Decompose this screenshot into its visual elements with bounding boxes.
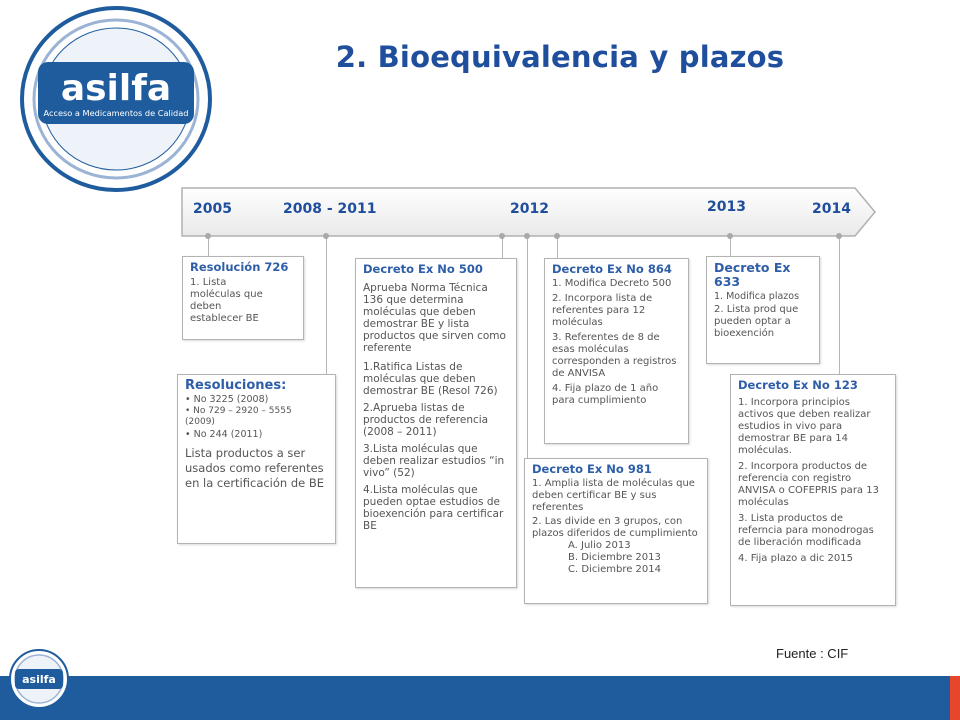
asilfa-logo-small xyxy=(8,648,70,710)
box-heading: Resoluciones: xyxy=(185,378,287,393)
box-item: • No 729 – 2920 – 5555 (2009) xyxy=(185,406,292,427)
box-item: 1. Modifica Decreto 500 xyxy=(552,278,672,289)
year-2014: 2014 xyxy=(812,201,851,217)
connector xyxy=(839,236,840,374)
timeline-dot xyxy=(205,233,211,239)
box-item: 2.Aprueba listas de productos de referencia (2008 – 2011) xyxy=(363,402,489,438)
source-note: Fuente : CIF xyxy=(776,646,849,661)
logo-wordmark: asilfa xyxy=(60,68,172,109)
timeline-dot xyxy=(554,233,560,239)
footer-accent xyxy=(950,676,960,720)
connector xyxy=(326,236,327,376)
connector xyxy=(557,236,558,258)
timeline-dot xyxy=(524,233,530,239)
box-item: 4. Fija plazo a dic 2015 xyxy=(738,553,853,564)
box-subitem: B. Diciembre 2013 xyxy=(568,552,661,563)
box-subitem: C. Diciembre 2014 xyxy=(568,564,662,575)
box-item: 4. Fija plazo de 1 año para cumplimiento xyxy=(552,383,659,406)
box-item: 2. Las divide en 3 grupos, con plazos diferidos de cumplimiento xyxy=(532,516,698,539)
connector xyxy=(502,236,503,258)
box-footer: Lista productos a ser usados como referentes en la certificación de BE xyxy=(185,446,325,490)
box-resoluciones xyxy=(177,374,336,544)
connector xyxy=(208,236,209,256)
box-decreto-123 xyxy=(730,374,896,606)
timeline-dot xyxy=(323,233,329,239)
timeline-dot xyxy=(836,233,842,239)
box-decreto-500 xyxy=(355,258,517,588)
box-intro: Aprueba Norma Técnica 136 que determina moléculas que deben demostrar BE y lista productos que sirven como referente xyxy=(363,282,506,354)
timeline-dot xyxy=(499,233,505,239)
box-item: 1. Incorpora principios activos que deben realizar estudios in vivo para demostrar BE para 14 moléculas. xyxy=(738,397,871,456)
box-item: 4.Lista moléculas que pueden optae estudios de bioexención para certificar BE xyxy=(363,484,504,532)
box-item: 3. Referentes de 8 de esas moléculas corresponden a registros de ANVISA xyxy=(552,332,677,379)
box-heading: Decreto Ex No 864 xyxy=(552,262,672,276)
box-item: 2. Incorpora productos de referencia con registro ANVISA o COFEPRIS para 13 moléculas xyxy=(738,461,879,508)
box-item: • No 3225 (2008) xyxy=(185,394,269,405)
connector xyxy=(527,236,528,458)
footer-band xyxy=(0,676,960,720)
connector xyxy=(730,236,731,256)
box-item: 1.Ratifica Listas de moléculas que deben demostrar BE (Resol 726) xyxy=(363,361,498,397)
box-resolucion-726 xyxy=(182,256,304,340)
box-item: 2. Incorpora lista de referentes para 12 moléculas xyxy=(552,293,653,328)
box-heading: Decreto Ex 633 xyxy=(714,260,791,289)
year-2008-2011: 2008 - 2011 xyxy=(283,201,377,217)
box-subitem: A. Julio 2013 xyxy=(568,540,631,551)
logo-tagline: Acceso a Medicamentos de Calidad xyxy=(43,108,189,118)
box-decreto-981 xyxy=(524,458,708,604)
box-heading: Decreto Ex No 123 xyxy=(738,378,858,392)
timeline-dot xyxy=(727,233,733,239)
box-item: 2. Lista prod que pueden optar a bioexención xyxy=(714,304,799,339)
box-decreto-633 xyxy=(706,256,820,364)
box-item: 3. Lista productos de referncia para monodrogas de liberación modificada xyxy=(738,513,874,548)
box-item: 1. Amplia lista de moléculas que deben certificar BE y sus referentes xyxy=(532,478,695,513)
box-item: 1. Lista moléculas que deben establecer BE xyxy=(190,277,263,324)
box-decreto-864 xyxy=(544,258,689,444)
box-item: 1. Modifica plazos xyxy=(714,291,800,302)
asilfa-logo xyxy=(18,4,214,194)
logo-wordmark-small: asilfa xyxy=(22,673,56,686)
year-2013: 2013 xyxy=(707,199,746,215)
year-2005: 2005 xyxy=(193,201,232,217)
box-item: • No 244 (2011) xyxy=(185,429,263,440)
box-heading: Decreto Ex No 500 xyxy=(363,262,483,276)
box-item: 3.Lista moléculas que deben realizar estudios “in vivo” (52) xyxy=(363,443,505,479)
box-heading: Resolución 726 xyxy=(190,260,289,274)
box-heading: Decreto Ex No 981 xyxy=(532,462,652,476)
page-title: 2. Bioequivalencia y plazos xyxy=(335,40,785,74)
year-2012: 2012 xyxy=(510,201,549,217)
